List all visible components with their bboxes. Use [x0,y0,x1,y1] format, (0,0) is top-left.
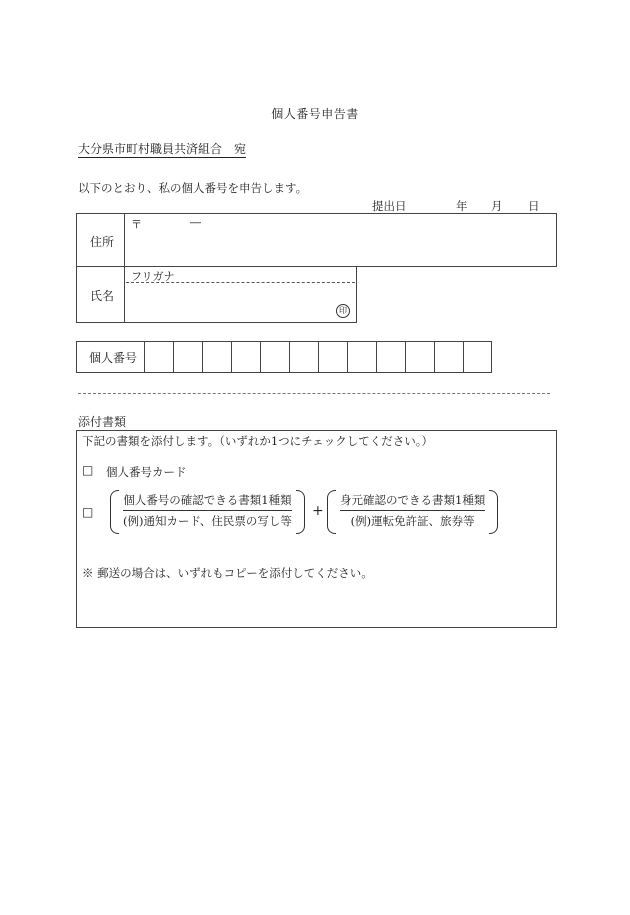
bracket-right [489,490,498,534]
address-field[interactable] [128,230,552,262]
date-year-field[interactable] [408,198,458,212]
option2-group1-bottom: (例)通知カード、住民票の写し等 [123,514,292,528]
my-number-digit-cell[interactable] [434,341,463,373]
my-number-digit-cell[interactable] [463,341,492,373]
attachments-lead: 下記の書類を添付します。（いずれか1つにチェックしてください。） [82,434,434,448]
bracket-right [296,490,305,534]
my-number-digit-cell[interactable] [318,341,347,373]
intro-text: 以下のとおり、私の個人番号を申告します。 [78,181,308,195]
my-number-cells [144,341,492,373]
name-field[interactable] [130,286,330,318]
my-number-digit-cell[interactable] [405,341,434,373]
bracket-left [327,490,336,534]
my-number-digit-cell[interactable] [173,341,202,373]
option2-group2 [327,490,498,534]
furigana-label: フリガナ [131,270,175,283]
addressee: 大分県市町村職員共済組合 宛 [78,142,247,156]
mail-note: ※ 郵送の場合は、いずれもコピーを添付してください。 [82,566,373,580]
date-day-label: 日 [528,199,540,213]
seal-mark: 印 [336,304,350,318]
option2-group2-top: 身元確認のできる書類1種類 [340,490,485,511]
option2-plus: + [312,503,324,519]
address-divider [124,213,125,267]
name-label: 氏名 [90,289,115,303]
option1-checkbox[interactable]: □ [82,463,94,477]
cut-line [78,393,550,394]
address-label: 住所 [90,235,115,249]
date-month-label: 月 [491,199,503,213]
my-number-digit-cell[interactable] [260,341,289,373]
date-month-field[interactable] [470,198,490,212]
bracket-left [110,490,119,534]
name-divider [124,266,125,323]
date-year-label: 年 [456,199,468,213]
option2-group1 [110,490,305,534]
my-number-digit-cell[interactable] [144,341,173,373]
option2-group2-bottom: (例)運転免許証、旅券等 [350,514,475,528]
my-number-digit-cell[interactable] [376,341,405,373]
furigana-separator [126,282,355,283]
date-day-field[interactable] [505,198,527,212]
option1-label: 個人番号カード [106,465,187,479]
furigana-field[interactable] [180,266,350,281]
document-title: 個人番号申告書 [271,107,359,121]
my-number-digit-cell[interactable] [231,341,260,373]
my-number-digit-cell[interactable] [347,341,376,373]
postal-mark: 〒 [131,218,142,231]
option2-checkbox[interactable]: □ [82,505,94,519]
postal-dash: ― [190,216,201,229]
option2-group1-top: 個人番号の確認できる書類1種類 [123,490,291,511]
attachments-title: 添付書類 [78,415,127,429]
date-label: 提出日 [372,199,407,213]
my-number-digit-cell[interactable] [289,341,318,373]
my-number-digit-cell[interactable] [202,341,231,373]
my-number-label: 個人番号 [89,351,138,365]
